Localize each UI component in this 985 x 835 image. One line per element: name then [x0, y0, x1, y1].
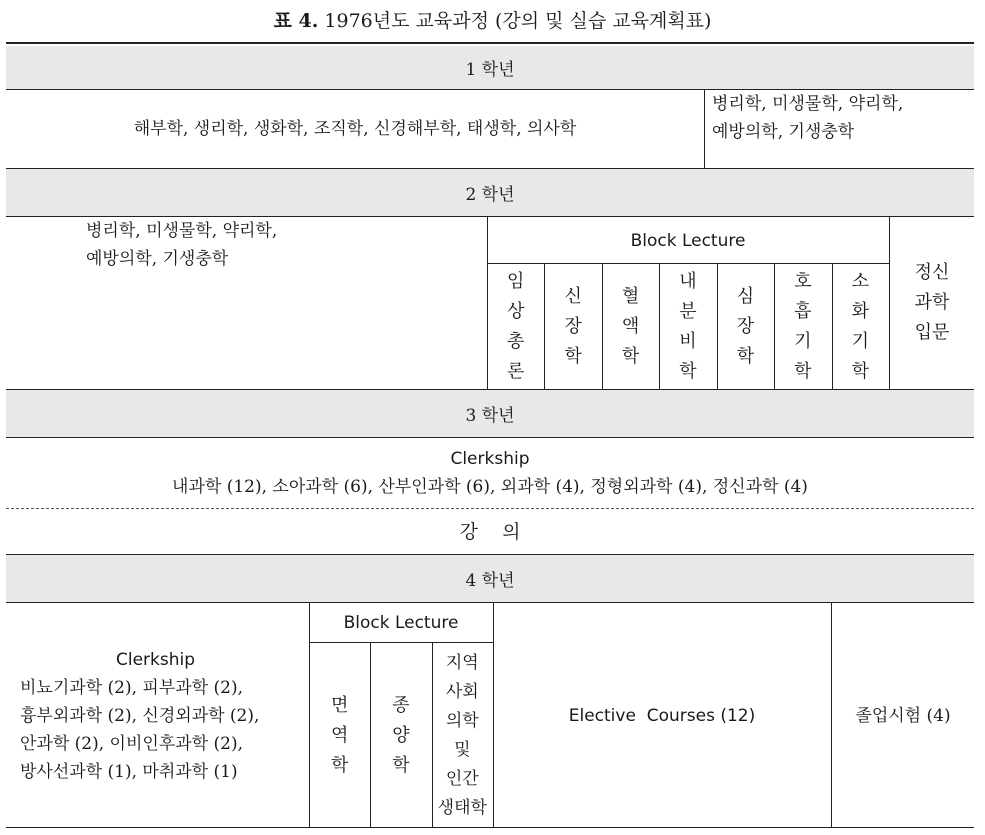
year1-other-line1: 병리학, 미생물학, 약리학,: [712, 94, 904, 114]
dashed-divider: [6, 508, 974, 509]
year4-block-2: [370, 643, 431, 828]
divider: [432, 643, 433, 828]
divider: [717, 264, 718, 389]
divider: [832, 264, 833, 389]
year3-header: [6, 390, 974, 437]
year4-block-3-char: 생태학: [437, 797, 487, 818]
year1-other-subjects: [712, 90, 974, 168]
year4-block-1-char: 역: [330, 724, 349, 746]
year4-clerk-line4: 방사선과학 (1), 마취과학 (1): [20, 761, 238, 782]
year4-block-3-char: 및: [454, 739, 471, 760]
rule: [6, 437, 974, 438]
year2-block-1: [487, 264, 544, 389]
year3-clerkship-items: [6, 473, 974, 501]
year2-block-1-char: 임: [507, 270, 525, 292]
year4-block-3-char: 사회: [445, 681, 479, 702]
year1-basic-text: 해부학, 생리학, 생화학, 조직학, 신경해부학, 태생학, 의사학: [133, 119, 577, 139]
divider: [544, 264, 545, 389]
year2-block-7-char: 화: [851, 300, 869, 322]
year2-block-4: [659, 264, 716, 389]
year2-subjects: [86, 217, 486, 389]
year4-block-3-char: 인간: [445, 768, 479, 789]
year2-block-2-char: 장: [564, 315, 582, 337]
year2-subjects-line1: 병리학, 미생물학, 약리학,: [86, 221, 278, 241]
year4-block-2-char: 종: [392, 694, 410, 716]
divider: [602, 264, 603, 389]
year1-header: [6, 46, 974, 89]
caption-label: 표 4.: [273, 10, 319, 32]
year2-block-1-char: 상: [507, 300, 525, 322]
year4-clerkship-label: Clerkship: [116, 649, 196, 670]
year1-header-text: 1 학년: [465, 60, 515, 80]
year2-block-2: [544, 264, 601, 389]
year2-block-4-char: 분: [679, 300, 697, 322]
caption-text: 1976년도 교육과정 (강의 및 실습 교육계획표): [324, 10, 712, 32]
year2-header: [6, 169, 974, 216]
year4-header-text: 4 학년: [465, 571, 515, 591]
divider: [704, 90, 705, 168]
year2-block-1-char: 론: [507, 360, 525, 382]
year1-basic-subjects: [6, 90, 704, 168]
year2-block-6: [774, 264, 831, 389]
divider: [774, 264, 775, 389]
year2-block-3-char: 학: [621, 345, 640, 367]
bottom-rule: [6, 827, 974, 828]
year2-block-7-char: 학: [851, 360, 869, 382]
year4-block-lecture-text: Block Lecture: [343, 613, 459, 633]
year2-block-3: [602, 264, 659, 389]
year4-block-1: [309, 643, 370, 828]
year2-block-lecture-text: Block Lecture: [630, 230, 746, 251]
year2-block-7: [832, 264, 889, 389]
year3-clerkship-text: Clerkship: [450, 449, 530, 469]
year4-block-1-char: 면: [330, 694, 349, 716]
year4-graduation-exam: [832, 603, 974, 828]
year4-graduation-text: 졸업시험 (4): [855, 705, 951, 726]
year2-block-2-char: 신: [564, 285, 582, 307]
year4-clerkship: [6, 603, 309, 828]
year2-subjects-line2: 예방의학, 기생충학: [86, 249, 229, 269]
year4-elective-courses: [493, 603, 831, 828]
year3-clerkship-items-text: 내과학 (12), 소아과학 (6), 산부인과학 (6), 외과학 (4), 정형외과학 (4), 정신과학 (4): [172, 477, 808, 497]
year2-block-6-char: 기: [794, 330, 812, 352]
year4-block-1-char: 학: [330, 754, 349, 776]
year4-clerk-line2: 흉부외과학 (2), 신경외과학 (2),: [20, 705, 260, 726]
year4-header: [6, 555, 974, 602]
year2-block-6-char: 흡: [794, 300, 812, 322]
year2-block-2-char: 학: [564, 345, 582, 367]
year2-block-6-char: 학: [794, 360, 812, 382]
year1-other-line2: 예방의학, 기생충학: [712, 122, 855, 142]
psych-line1: 정신: [914, 262, 950, 283]
year4-clerk-line1: 비뇨기과학 (2), 피부과학 (2),: [20, 677, 243, 698]
year4-block-3-char: 의학: [445, 710, 479, 731]
year4-block-2-char: 학: [392, 754, 410, 776]
year2-header-text: 2 학년: [465, 185, 515, 205]
year3-lecture: [6, 512, 974, 552]
year3-clerkship-label: [6, 446, 974, 472]
year2-block-1-char: 총: [507, 330, 525, 352]
year4-block-2-char: 양: [392, 724, 410, 746]
year2-block-5: [717, 264, 774, 389]
year2-block-7-char: 기: [851, 330, 869, 352]
year4-block-3-char: 지역: [445, 652, 479, 673]
year4-elective-text: Elective Courses (12): [568, 705, 756, 726]
year2-block-7-char: 소: [851, 270, 869, 292]
year2-block-4-char: 비: [679, 330, 697, 352]
year2-block-3-char: 액: [621, 315, 640, 337]
year4-clerk-line3: 안과학 (2), 이비인후과학 (2),: [20, 733, 243, 754]
year2-block-4-char: 학: [679, 360, 697, 382]
year2-block-6-char: 호: [794, 270, 812, 292]
year4-block-3: [432, 643, 493, 828]
table-caption: [0, 6, 985, 33]
year2-block-lecture-header: [487, 217, 889, 264]
psych-line2: 과학: [914, 292, 950, 313]
curriculum-table: [6, 42, 974, 828]
year2-block-5-char: 학: [736, 345, 755, 367]
year2-block-5-char: 심: [736, 285, 755, 307]
psych-line3: 입문: [914, 322, 950, 343]
year3-lecture-text: 강 의: [459, 521, 521, 543]
year2-block-4-char: 내: [679, 270, 697, 292]
divider: [659, 264, 660, 389]
year3-header-text: 3 학년: [465, 406, 515, 426]
year2-block-5-char: 장: [736, 315, 755, 337]
divider: [370, 643, 371, 828]
top-rule: [6, 42, 974, 44]
year2-psychiatry-intro: [890, 217, 974, 389]
year4-block-lecture-header: [309, 603, 493, 643]
year2-block-3-char: 혈: [621, 285, 640, 307]
